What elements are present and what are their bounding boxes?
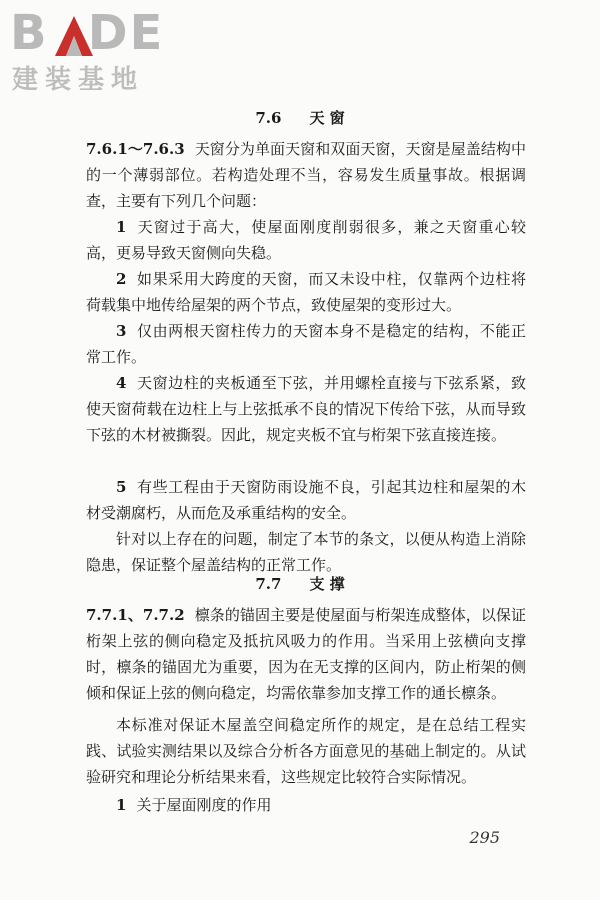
list-item xyxy=(86,370,526,448)
item-number: 5 xyxy=(116,478,127,496)
item-text: 关于屋面刚度的作用 xyxy=(136,796,272,814)
item-text: 天窗过于高大，使屋面刚度削弱很多，兼之天窗重心较高，更易导致天窗侧向失稳。 xyxy=(86,218,526,262)
clause-ref: 7.6.1～7.6.3 xyxy=(86,140,185,158)
item-number: 1 xyxy=(116,218,127,236)
section-title: 支 撑 xyxy=(309,575,345,593)
item-text: 如果采用大跨度的天窗，而又未设中柱，仅靠两个边柱将荷载集中地传给屋架的两个节点，致使屋架的变形过大。 xyxy=(86,270,526,314)
paragraph-text: 针对以上存在的问题，制定了本节的条文，以便从构造上消除隐患，保证整个屋盖结构的正常工作。 xyxy=(86,530,526,574)
item-number: 4 xyxy=(116,374,127,392)
paragraph-text: 天窗分为单面天窗和双面天窗，天窗是屋盖结构中的一个薄弱部位。若构造处理不当，容易发生质量事故。根据调查，主要有下列几个问题： xyxy=(86,140,526,210)
paragraph-7-6-intro xyxy=(86,136,526,214)
item-number: 3 xyxy=(116,322,127,340)
logo-wordmark: B DE xyxy=(10,5,165,61)
list-item xyxy=(86,214,526,266)
logo-a-triangle-icon xyxy=(55,16,93,56)
list-item xyxy=(86,318,526,370)
paragraph-7-7-intro xyxy=(86,602,526,706)
section-number: 7.6 xyxy=(255,109,282,127)
summary-paragraph xyxy=(86,526,526,578)
paragraph-text: 本标准对保证木屋盖空间稳定所作的规定，是在总结工程实践、试验实测结果以及综合分析各方面意见的基础上制定的。从试验研究和理论分析结果来看，这些规定比较符合实际情况。 xyxy=(86,716,526,786)
paragraph-text: 檩条的锚固主要是使屋面与桁架连成整体，以保证桁架上弦的侧向稳定及抵抗风吸力的作用。当采用上弦横向支撑时，檩条的锚固尤为重要，因为在无支撑的区间内，防止桁架的侧倾和保证上弦的侧向稳定，均需依靠参加支撑工作的通长檩条。 xyxy=(86,606,526,702)
clause-ref: 7.7.1、7.7.2 xyxy=(86,606,185,624)
list-item xyxy=(86,266,526,318)
paragraph-standard xyxy=(86,712,526,790)
logo-subtitle: 建装基地 xyxy=(12,65,145,95)
section-number: 7.7 xyxy=(255,575,282,593)
section-heading-7-7 xyxy=(0,574,600,594)
bade-logo xyxy=(10,6,180,102)
list-item xyxy=(86,792,526,818)
item-number: 1 xyxy=(116,796,127,814)
section-heading-7-6 xyxy=(0,108,600,128)
item-text: 仅由两根天窗柱传力的天窗本身不是稳定的结构，不能正常工作。 xyxy=(86,322,526,366)
item-number: 2 xyxy=(116,270,127,288)
list-item xyxy=(86,474,526,526)
page-number: 295 xyxy=(469,828,500,847)
item-text: 天窗边柱的夹板通至下弦，并用螺栓直接与下弦系紧，致使天窗荷载在边柱上与上弦抵承不良的情况下传给下弦，从而导致下弦的木材被撕裂。因此，规定夹板不宜与桁架下弦直接连接。 xyxy=(86,374,526,444)
item-text: 有些工程由于天窗防雨设施不良，引起其边柱和屋架的木材受潮腐朽，从而危及承重结构的安全。 xyxy=(86,478,526,522)
section-title: 天 窗 xyxy=(309,109,345,127)
